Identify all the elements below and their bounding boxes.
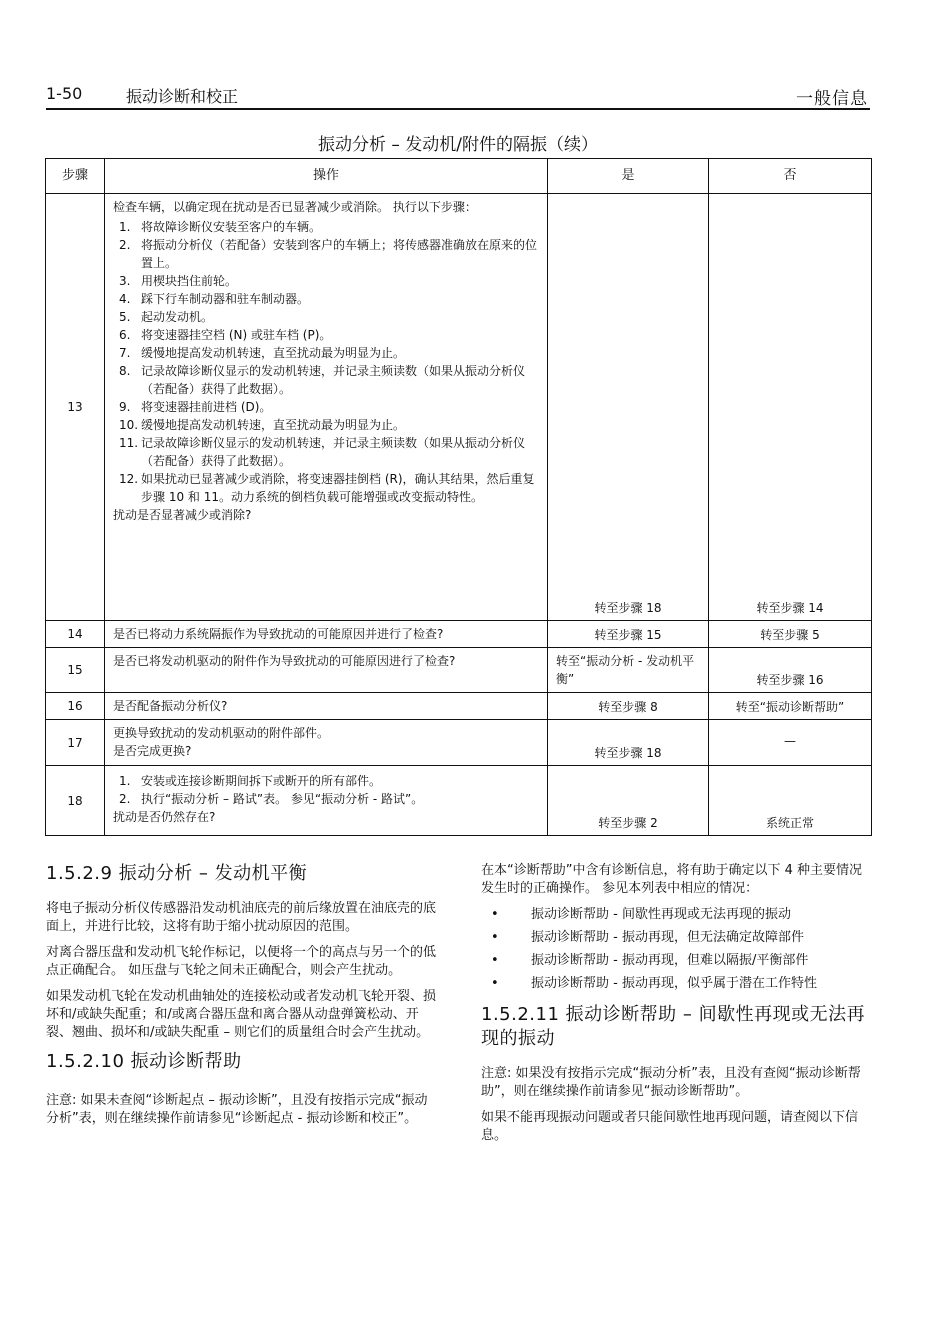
yes-result: 转至步骤 2	[548, 766, 709, 836]
step-action	[105, 766, 548, 836]
step-number: 13	[46, 194, 105, 621]
step-action	[105, 194, 548, 621]
section-heading: 1.5.2.11 振动诊断帮助 – 间歇性再现或无法再现的振动	[481, 1004, 866, 1049]
page-header	[46, 84, 870, 110]
bullet-list	[481, 906, 873, 993]
table-row	[46, 648, 872, 693]
step-question: 扰动是否显著减少或消除?	[113, 508, 252, 522]
header-no: 否	[709, 159, 872, 194]
step-question: 是否已将发动机驱动的附件作为导致扰动的可能原因进行了检查?	[105, 648, 548, 693]
step-instruction: 更换导致扰动的发动机驱动的附件部件。	[113, 726, 330, 740]
step-number: 17	[46, 720, 105, 766]
bullet-icon: •	[491, 930, 499, 945]
no-result: 转至步骤 16	[709, 648, 872, 693]
step-intro: 检查车辆，以确定现在扰动是否已显著减少或消除。 执行以下步骤：	[113, 200, 477, 214]
step-number: 15	[46, 648, 105, 693]
table-title: 振动分析 – 发动机/附件的隔振（续）	[317, 135, 599, 155]
category-title: 一般信息	[796, 89, 868, 109]
yes-result: 转至步骤 18	[548, 720, 709, 766]
table-header-row	[46, 159, 872, 194]
section-heading: 1.5.2.9 振动分析 – 发动机平衡	[46, 863, 308, 884]
bullet-icon: •	[491, 907, 499, 922]
right-column	[481, 862, 873, 1153]
header-action: 操作	[105, 159, 548, 194]
table-row	[46, 766, 872, 836]
substep: 2. 执行“振动分析 – 路试”表。 参见“振动分析 - 路试”。	[119, 792, 424, 806]
procedure-table	[45, 158, 872, 836]
yes-result: 转至“振动分析 - 发动机平衡”	[548, 648, 709, 693]
yes-result: 转至步骤 15	[548, 621, 709, 648]
paragraph: 将电子振动分析仪传感器沿发动机油底壳的前后缘放置在油底壳的底面上，并进行比较，这将有助于缩小扰动原因的范围。	[46, 901, 437, 934]
no-result: 系统正常	[709, 766, 872, 836]
header-yes: 是	[548, 159, 709, 194]
step-question: 是否配备振动分析仪?	[105, 693, 548, 720]
step-question: 是否已将动力系统隔振作为导致扰动的可能原因并进行了检查?	[105, 621, 548, 648]
substep: 7. 缓慢地提高发动机转速，直至扰动最为明显为止。	[119, 346, 406, 360]
substep: 8. 记录故障诊断仪显示的发动机转速，并记录主频读数（如果从振动分析仪（若配备）获得了此数据）。	[119, 364, 526, 396]
table-row	[46, 621, 872, 648]
bullet-icon: •	[491, 953, 499, 968]
list-item: • 振动诊断帮助 - 间歇性再现或无法再现的振动	[491, 907, 791, 922]
yes-result: 转至步骤 8	[548, 693, 709, 720]
substep: 12. 如果扰动已显著减少或消除，将变速器挂倒档 (R)，确认其结果，然后重复步骤 10 和 11。动力系统的倒档负载可能增强或改变振动特性。	[119, 472, 535, 504]
paragraph: 在本“诊断帮助”中含有诊断信息，将有助于确定以下 4 种主要情况发生时的正确操作。 参见本列表中相应的情况：	[481, 863, 863, 896]
section-heading: 1.5.2.10 振动诊断帮助	[46, 1051, 242, 1072]
substep: 4. 踩下行车制动器和驻车制动器。	[119, 292, 310, 306]
no-result: 转至步骤 5	[709, 621, 872, 648]
no-result: 转至“振动诊断帮助”	[709, 693, 872, 720]
left-column	[46, 862, 436, 1136]
step-question: 是否完成更换?	[113, 744, 192, 758]
paragraph: 对离合器压盘和发动机飞轮作标记，以便将一个的高点与另一个的低点正确配合。 如压盘与飞轮之间未正确配合，则会产生扰动。	[46, 945, 437, 978]
no-result: —	[709, 720, 872, 766]
substep: 9. 将变速器挂前进档 (D)。	[119, 400, 272, 414]
bullet-icon: •	[491, 976, 499, 991]
yes-result: 转至步骤 18	[548, 194, 709, 621]
table-row	[46, 693, 872, 720]
section-title: 振动诊断和校正	[126, 87, 239, 106]
substep: 6. 将变速器挂空档 (N) 或驻车档 (P)。	[119, 328, 332, 342]
substep-list	[113, 772, 539, 808]
note-paragraph: 注意: 如果未查阅“诊断起点 – 振动诊断”，且没有按指示完成“振动分析”表，则在继续操作前请参见“诊断起点 - 振动诊断和校正”。	[46, 1093, 428, 1126]
list-item: • 振动诊断帮助 - 振动再现，但无法确定故障部件	[491, 930, 804, 945]
paragraph: 如果不能再现振动问题或者只能间歇性地再现问题，请查阅以下信息。	[481, 1110, 859, 1143]
substep: 11. 记录故障诊断仪显示的发动机转速，并记录主频读数（如果从振动分析仪（若配备）获得了此数据）。	[119, 436, 526, 468]
table-row	[46, 194, 872, 621]
substep: 10. 缓慢地提高发动机转速，直至扰动最为明显为止。	[119, 418, 406, 432]
step-number: 16	[46, 693, 105, 720]
substep: 1. 将故障诊断仪安装至客户的车辆。	[119, 220, 322, 234]
step-number: 14	[46, 621, 105, 648]
substep-list	[113, 218, 539, 506]
substep: 1. 安装或连接诊断期间拆下或断开的所有部件。	[119, 774, 382, 788]
list-item: • 振动诊断帮助 - 振动再现，但难以隔振/平衡部件	[491, 953, 809, 968]
page-number: 1-50	[46, 84, 83, 103]
substep: 3. 用楔块挡住前轮。	[119, 274, 238, 288]
header-step: 步骤	[46, 159, 105, 194]
paragraph: 如果发动机飞轮在发动机曲轴处的连接松动或者发动机飞轮开裂、损坏和/或缺失配重；和/或离合器压盘和离合器从动盘弹簧松动、开裂、翘曲、损坏和/或缺失配重 – 则它们的质量组合时会产生扰动。	[46, 989, 437, 1040]
no-result: 转至步骤 14	[709, 194, 872, 621]
substep: 2. 将振动分析仪（若配备）安装到客户的车辆上；将传感器准确放在原来的位置上。	[119, 238, 538, 270]
step-question: 扰动是否仍然存在?	[113, 810, 216, 824]
step-action	[105, 720, 548, 766]
substep: 5. 起动发动机。	[119, 310, 214, 324]
table-row	[46, 720, 872, 766]
note-paragraph: 注意: 如果没有按指示完成“振动分析”表，且没有查阅“振动诊断帮助”，则在继续操作前请参见“振动诊断帮助”。	[481, 1066, 861, 1099]
list-item: • 振动诊断帮助 - 振动再现，似乎属于潜在工作特性	[491, 976, 817, 991]
step-number: 18	[46, 766, 105, 836]
